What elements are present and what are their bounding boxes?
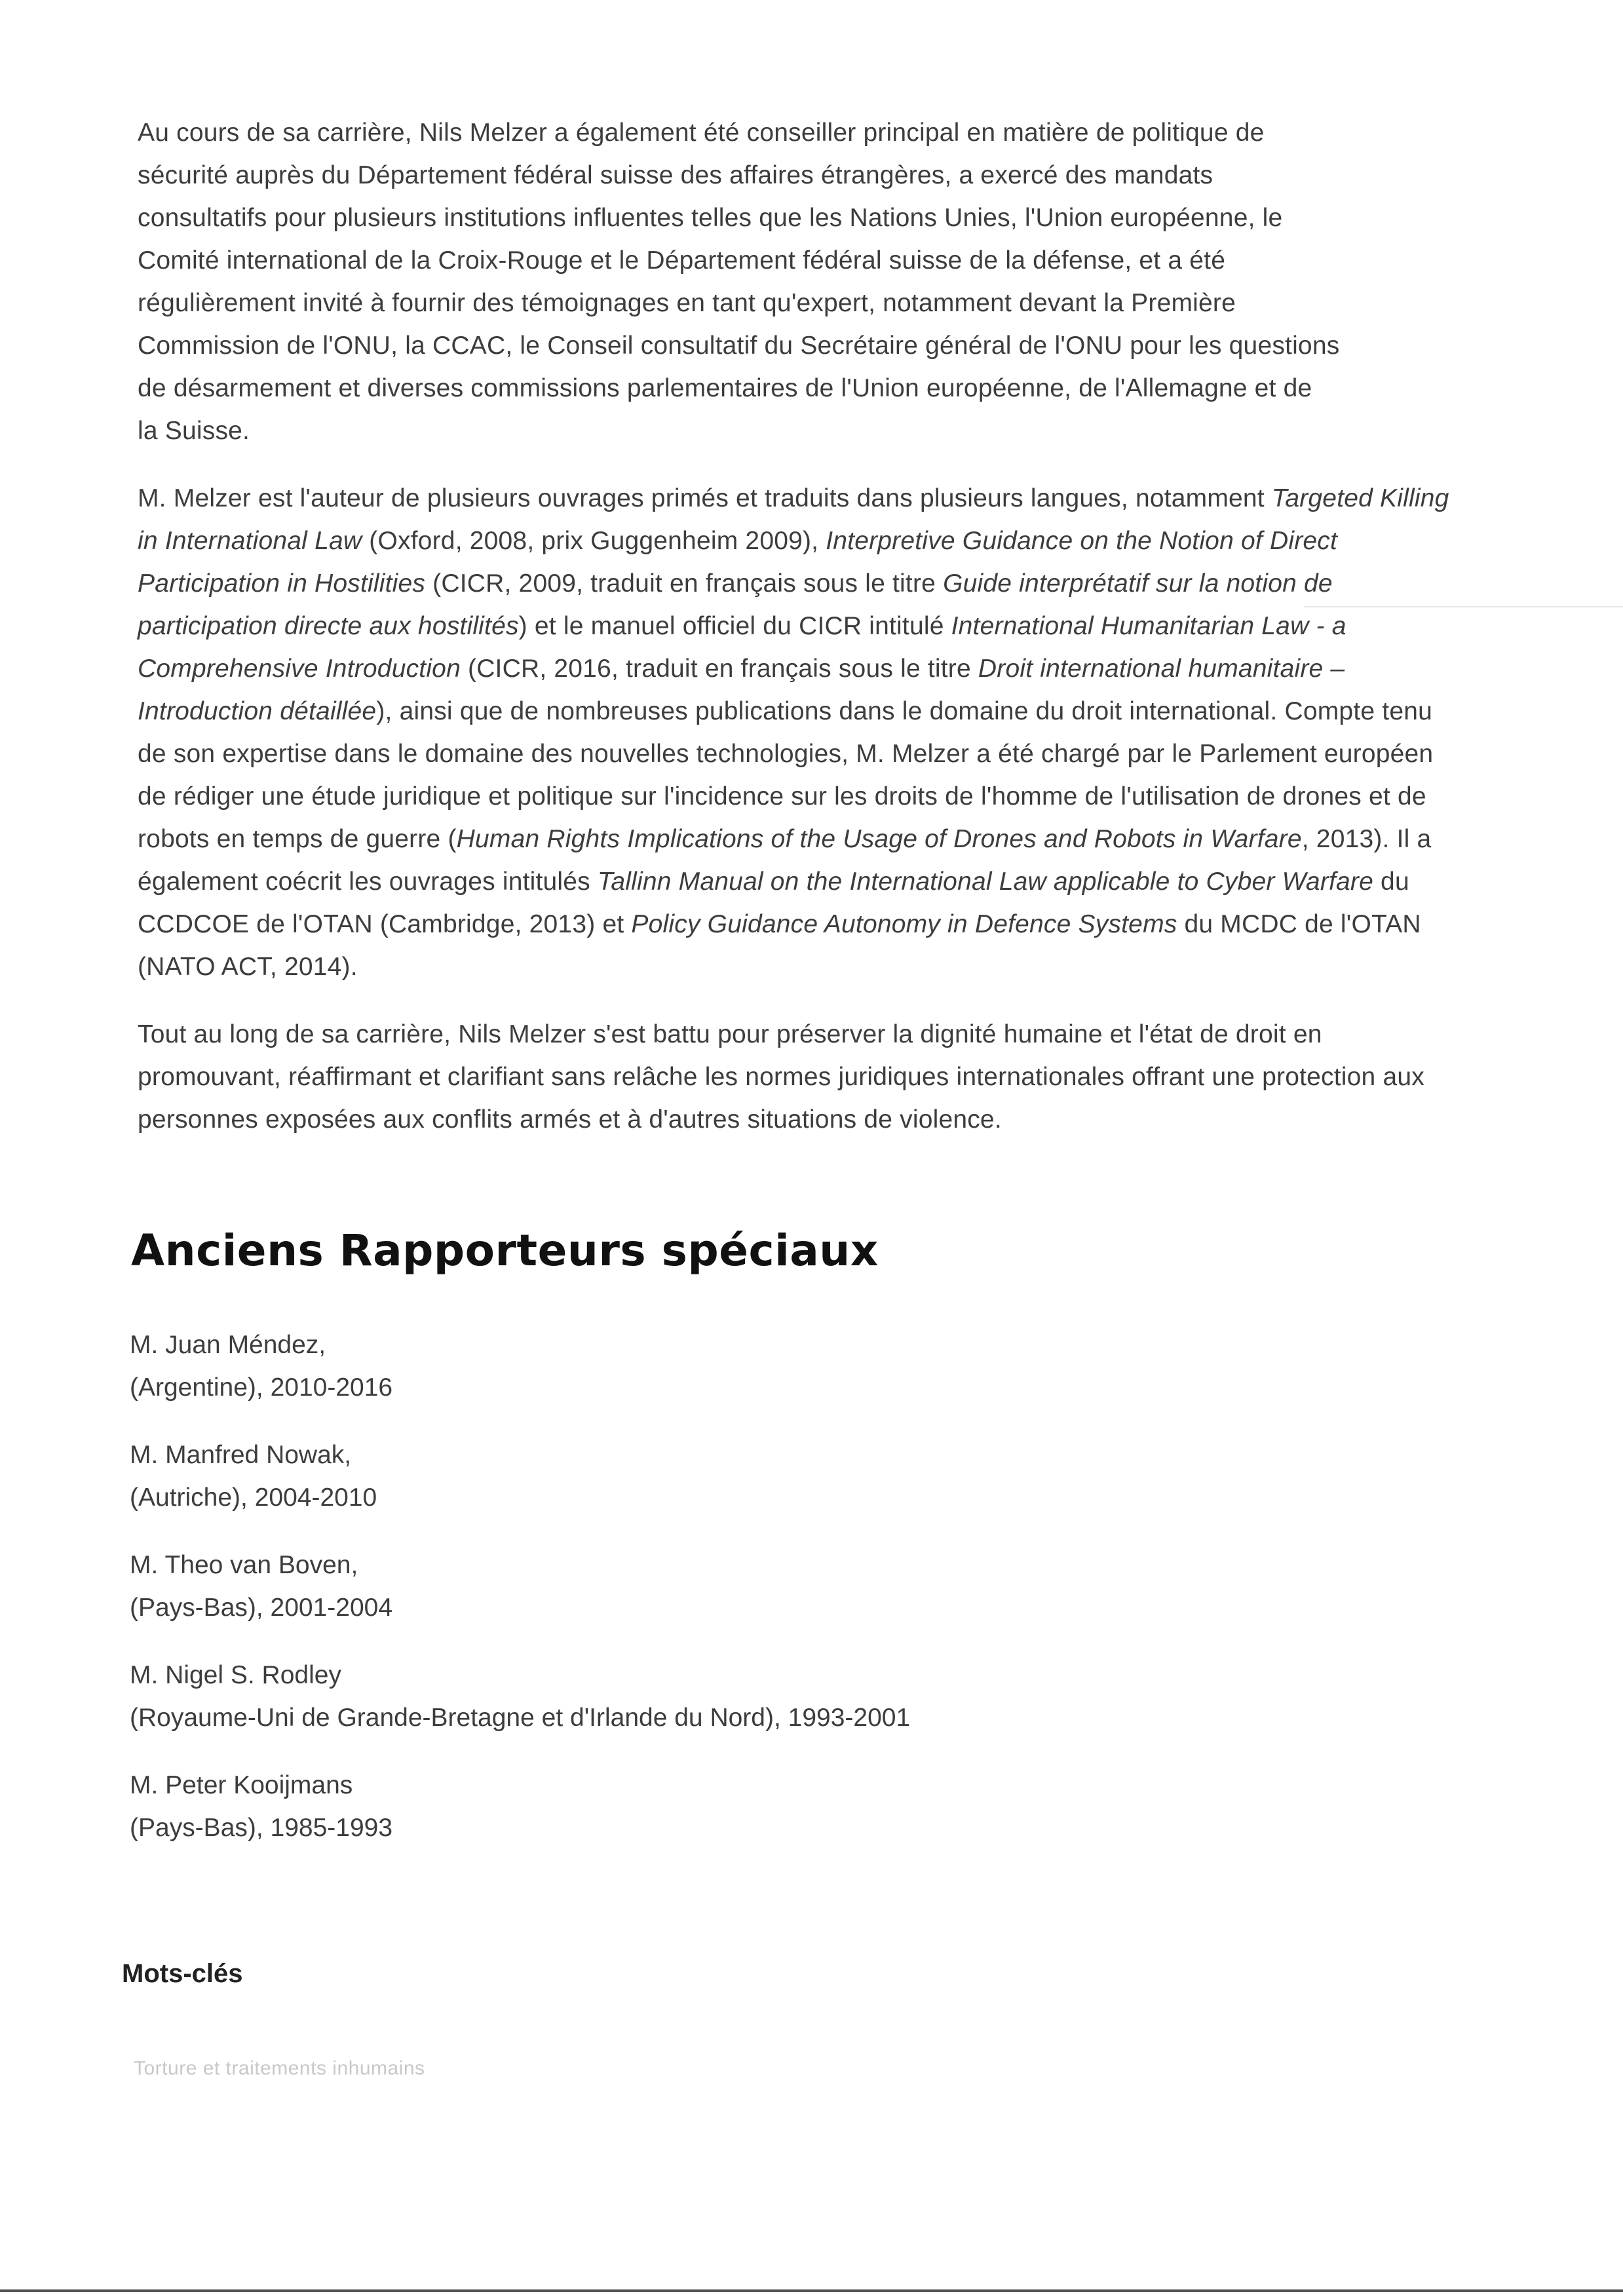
paragraph-career [138,111,1455,452]
book-title: Interpretive Guidance on the Notion of Direct Participation in Hostilities [138,527,1338,598]
list-item [130,1764,1375,1849]
book-title: Guide interprétatif sur la notion de participation directe aux hostilités [138,569,1333,640]
book-title: Tallinn Manual on the International Law applicable to Cyber Warfare [597,868,1374,896]
text-run: ) et le manuel officiel du CICR intitulé [518,612,951,640]
rapporteur-name: M. Theo van Boven, [130,1551,358,1579]
paragraph-line: Commission de l'ONU, la CCAC, le Conseil consultatif du Secrétaire général de l'ONU pour les questions [138,332,1340,360]
keywords-title: Mots-clés [122,1959,243,1988]
text-run: ), ainsi que de nombreuses publications dans le domaine du droit international. Compte tenu de son expertise dans le domaine des nouvelles technologies, M. Melzer a été chargé par le Parlement européen de rédiger une étude juridique et politique sur l'incidence sur les droits de l'homme de l'utilisation de drones et de robots en temps de guerre ( [138,697,1434,853]
paragraph-line: la Suisse. [138,417,250,445]
paragraph-line: régulièrement invité à fournir des témoignages en tant qu'expert, notamment devant la Première [138,289,1236,317]
rapporteur-detail: (Autriche), 2004-2010 [130,1483,377,1512]
paragraph-line: Comité international de la Croix-Rouge et le Département fédéral suisse de la défense, et a été [138,246,1226,275]
rapporteur-name: M. Manfred Nowak, [130,1441,352,1469]
paragraph-line: de désarmement et diverses commissions parlementaires de l'Union européenne, de l'Allemagne et de [138,374,1312,402]
page-bottom-edge [0,2289,1623,2292]
book-title: International Humanitarian Law - a Comprehensive Introduction [138,612,1346,683]
keyword-link[interactable]: Torture et traitements inhumains [134,2057,425,2079]
book-title: Targeted Killing in International Law [138,484,1449,555]
book-title: Human Rights Implications of the Usage of Drones and Robots in Warfare [456,825,1302,853]
paragraph-line: sécurité auprès du Département fédéral suisse des affaires étrangères, a exercé des mandats [138,161,1213,189]
list-item [130,1434,1375,1519]
text-run: (Oxford, 2008, prix Guggenheim 2009), [362,527,826,555]
book-title: Droit international humanitaire – Introduction détaillée [138,655,1345,725]
text-run: du MCDC de l'OTAN (NATO ACT, 2014). [138,910,1421,981]
rapporteur-detail: (Royaume-Uni de Grande-Bretagne et d'Irlande du Nord), 1993-2001 [130,1704,911,1732]
rapporteur-detail: (Pays-Bas), 2001-2004 [130,1594,393,1622]
text-run: du CCDCOE de l'OTAN (Cambridge, 2013) et [138,868,1409,938]
text-run: , 2013). Il a également coécrit les ouvrages intitulés [138,825,1432,896]
paragraph-line: Au cours de sa carrière, Nils Melzer a également été conseiller principal en matière de politique de [138,119,1265,147]
scan-artifact-line [1304,606,1623,607]
body-text [138,111,1455,1166]
list-item [130,1544,1375,1629]
rapporteur-name: M. Juan Méndez, [130,1331,326,1359]
section-heading: Anciens Rapporteurs spéciaux [131,1225,879,1276]
rapporteur-name: M. Nigel S. Rodley [130,1661,341,1689]
text-run: M. Melzer est l'auteur de plusieurs ouvrages primés et traduits dans plusieurs langues, notamment [138,484,1272,512]
paragraph-dignity: Tout au long de sa carrière, Nils Melzer s'est battu pour préserver la dignité humaine et l'état de droit en promouvant, réaffirmant et clarifiant sans relâche les normes juridiques internationales offrant une protection aux personnes exposées aux conflits armés et à d'autres situations de violence. [138,1020,1424,1134]
paragraph-line: consultatifs pour plusieurs institutions influentes telles que les Nations Unies, l'Union européenne, le [138,204,1283,232]
book-title: Policy Guidance Autonomy in Defence Systems [631,910,1177,938]
text-run: (CICR, 2009, traduit en français sous le titre [425,569,944,598]
paragraph-publications [138,477,1455,988]
rapporteur-detail: (Pays-Bas), 1985-1993 [130,1814,393,1842]
list-item [130,1324,1375,1409]
text-run: (CICR, 2016, traduit en français sous le titre [460,655,978,683]
rapporteur-name: M. Peter Kooijmans [130,1771,353,1799]
rapporteur-detail: (Argentine), 2010-2016 [130,1373,393,1402]
list-item [130,1654,1375,1739]
former-rapporteurs-list [130,1324,1375,1874]
